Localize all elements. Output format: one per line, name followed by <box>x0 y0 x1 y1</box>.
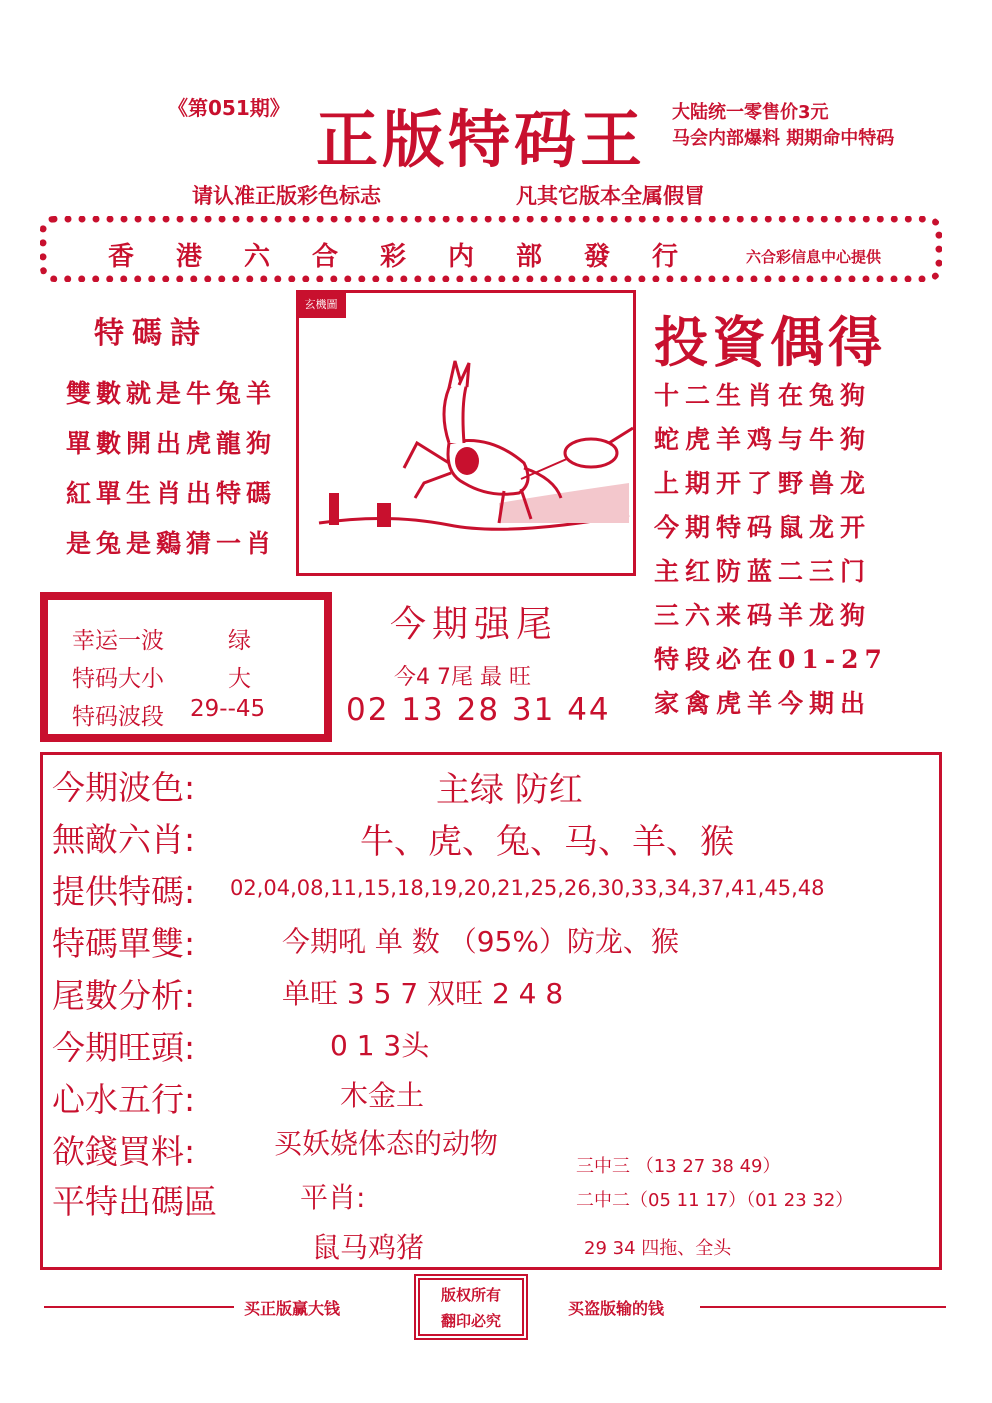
six-zodiac-label: 無敵六肖: <box>52 820 196 859</box>
footer-right-slogan: 买盗版输的钱 <box>568 1299 665 1318</box>
odd-even-value: 今期吼 单 数 （95%）防龙、猴 <box>282 925 679 958</box>
six-zodiac-value: 牛、虎、兔、马、羊、猴 <box>360 822 734 862</box>
copyright-box <box>414 1274 528 1340</box>
copyright-line-2: 翻印必究 <box>440 1312 501 1330</box>
color-label: 今期波色: <box>52 768 196 807</box>
riddle-picture <box>296 290 636 576</box>
tail-analysis-value: 单旺 3 5 7 双旺 2 4 8 <box>282 977 564 1010</box>
buy-info-value: 买妖娆体态的动物 <box>274 1127 499 1160</box>
footer-rule-left <box>44 1306 234 1308</box>
authenticity-right: 凡其它版本全属假冒 <box>516 184 705 208</box>
odd-even-label: 特碼單雙: <box>52 924 196 963</box>
picture-stamp: 玄機圖 <box>296 292 346 318</box>
invest-line: 上期开了野兽龙 <box>654 469 872 498</box>
invest-line: 主红防蓝二三门 <box>654 557 872 586</box>
invest-line: 特段必在01-27 <box>654 645 888 674</box>
size-label: 特码大小 <box>72 666 164 692</box>
page-title: 正版特码王 <box>316 103 647 176</box>
strong-tail-sub: 今4 7尾 最 旺 <box>394 665 531 690</box>
five-elements-value: 木金土 <box>340 1079 425 1112</box>
lucky-wave-value: 绿 <box>228 628 251 654</box>
copyright-line-1: 版权所有 <box>440 1286 501 1304</box>
strong-tail-title: 今期强尾 <box>390 604 559 645</box>
banner-provider: 六合彩信息中心提供 <box>746 248 882 266</box>
horse-illustration <box>299 293 633 573</box>
invest-line: 十二生肖在兔狗 <box>654 381 872 410</box>
banner-text: 香港六合彩内部發行 <box>108 242 721 272</box>
footer-rule-right <box>700 1306 946 1308</box>
range-value: 29--45 <box>190 696 266 722</box>
poem-line: 紅單生肖出特碼 <box>66 479 277 508</box>
invest-title: 投資偶得 <box>654 310 886 374</box>
hot-head-label: 今期旺頭: <box>52 1028 196 1067</box>
flat-code-label: 平特出碼區 <box>52 1182 217 1221</box>
special-code-label: 提供特碼: <box>52 872 196 911</box>
lucky-wave-label: 幸运一波 <box>72 628 164 654</box>
strong-tail-numbers: 02 13 28 31 44 <box>346 692 611 728</box>
buy-info-label: 欲錢買料: <box>52 1132 196 1171</box>
price-note: 大陆统一零售价3元 <box>672 102 829 123</box>
poem-line: 單數開出虎龍狗 <box>66 429 277 458</box>
invest-line: 三六来码羊龙狗 <box>654 601 872 630</box>
invest-line: 蛇虎羊鸡与牛狗 <box>654 425 872 454</box>
hot-head-value: 0 1 3头 <box>330 1029 430 1062</box>
flat-zodiac-label: 平肖: <box>300 1181 366 1214</box>
four-drag: 29 34 四拖、全头 <box>584 1238 732 1259</box>
tail-analysis-label: 尾數分析: <box>52 976 196 1015</box>
poem-line: 是兔是鷄猜一肖 <box>66 529 277 558</box>
poem-title: 特碼詩 <box>94 316 208 351</box>
promo-note: 马会内部爆料 期期命中特码 <box>672 128 895 149</box>
five-elements-label: 心水五行: <box>52 1080 196 1119</box>
issue-number: 《第051期》 <box>168 96 290 120</box>
three-hit-three: 三中三 （13 27 38 49） <box>576 1156 781 1177</box>
invest-line: 今期特码鼠龙开 <box>654 513 872 542</box>
color-value: 主绿 防红 <box>436 770 583 810</box>
range-label: 特码波段 <box>72 704 164 730</box>
footer-left-slogan: 买正版赢大钱 <box>244 1299 341 1318</box>
flat-zodiac-value: 鼠马鸡猪 <box>312 1231 425 1264</box>
special-code-value: 02,04,08,11,15,18,19,20,21,25,26,30,33,34,37,41,45,48 <box>230 876 825 900</box>
authenticity-left: 请认准正版彩色标志 <box>192 184 381 208</box>
size-value: 大 <box>228 666 251 692</box>
two-hit-two: 二中二（05 11 17）（01 23 32） <box>576 1190 854 1211</box>
invest-line: 家禽虎羊今期出 <box>654 689 872 718</box>
poem-line: 雙數就是牛兔羊 <box>66 379 277 408</box>
